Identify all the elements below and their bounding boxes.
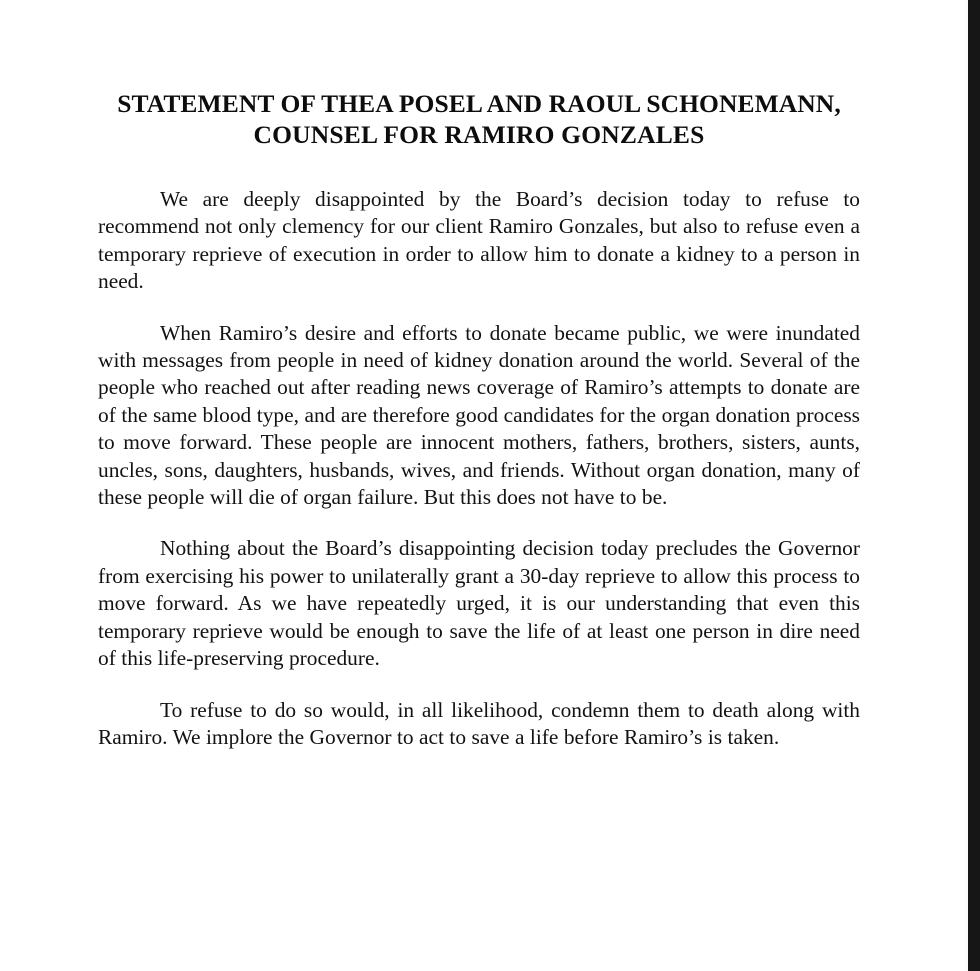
statement-paragraph: Nothing about the Board’s disappointing decision today precludes the Governor from exercising his power to unilaterally grant a 30-day reprieve to allow this process to move forward. As we have repeatedly urged, it is our understanding that even this temporary reprieve would be enough to save the life of at least one person in dire need of this life-preserving procedure. <box>98 536 860 671</box>
document-text-column <box>98 88 860 751</box>
page-title <box>98 88 860 150</box>
statement-paragraph: When Ramiro’s desire and efforts to donate became public, we were inundated with messages from people in need of kidney donation around the world. Several of the people who reached out after reading news coverage of Ramiro’s attempts to donate are of the same blood type, and are therefore good candidates for the organ donation process to move forward. These people are innocent mothers, fathers, brothers, sisters, aunts, uncles, sons, daughters, husbands, wives, and friends. Without organ donation, many of these people will die of organ failure. But this does not have to be. <box>98 320 860 510</box>
statement-body <box>98 186 860 751</box>
page-title-line-1: STATEMENT OF THEA POSEL AND RAOUL SCHONEMANN, <box>117 89 841 118</box>
scan-edge-band <box>968 0 980 971</box>
statement-paragraph: We are deeply disappointed by the Board’s decision today to refuse to recommend not only clemency for our client Ramiro Gonzales, but also to refuse even a temporary reprieve of execution in order to allow him to donate a kidney to a person in need. <box>98 187 860 294</box>
page-title-line-2: COUNSEL FOR RAMIRO GONZALES <box>253 120 705 149</box>
statement-paragraph: To refuse to do so would, in all likelihood, condemn them to death along with Ramiro. We implore the Governor to act to save a life before Ramiro’s is taken. <box>98 697 860 749</box>
